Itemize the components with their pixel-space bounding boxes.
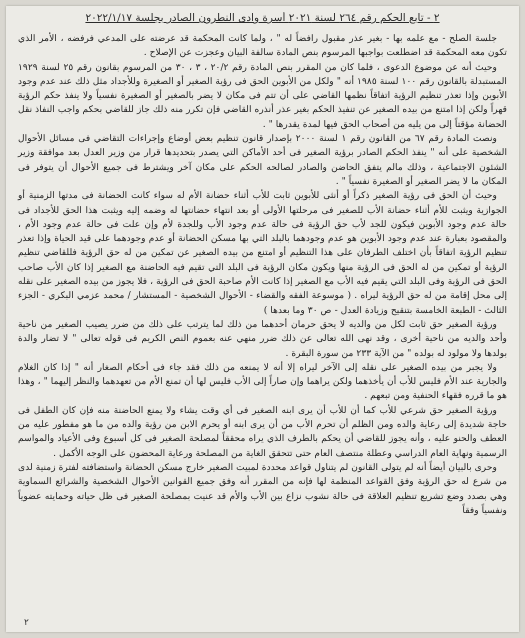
document-page — [6, 6, 519, 632]
paragraph-1: جلسة الصلح - مع علمه بها - بغير عذر مقبول رافضاً له " ، ولما كانت المحكمة قد عرضته على المدعي فرفضه ، الأمر الذي تكون معه المحكمة قد اضطلعت بواجبها المرسوم بنص المادة سالفة البيان وعجزت عن الإصلاح . — [18, 33, 507, 59]
paragraph-4: وحيث أن الحق فى رؤية الصغير ذكراً أو أنثى للأبوين ثابت للأب أثناء حضانة الأم له سواء كانت الحضانة فى مدتها الزمنية أو الجوازية ويثبت للأم أثناء حضانة الأب للصغير فى مرحلتها الأولى أو بعد انتهاء حضانتها له وضمه إليه ويثبت هذا الحق للأجداد فى حالة عدم وجود الأبوين فيكون للجد لأب حق الرؤية فى حالة عدم وجود الأب وللجدة لأم وإن علت فى حالة عدم وجود الأم ، والمقصود بعبارة عند عدم وجود الأبوين هو عدم وجودهما بالبلد التي بها مسكن الحضانة أو عدم وجودهما على قيد الحياة وإذا تعذر تنظيم الرؤية اتفاقاً بأن اختلف الطرفان على هذا التنظيم أو امتنع من بيده الصغير عن تمكين من له حق الرؤية فللقاضي تنظيم الرؤية أو تمكين من له الحق فى الرؤية منها ويكون مكان الرؤية فى البلد التي تقيم فيه الحاضنة مع الصغير إذا كان الأب صاحب الحق فى الرؤية وفى البلد التي يقيم فيه الأب مع الصغير إذا كانت الأم صاحبة الحق فى الرؤية ، فلا يجوز من بيده الصغير على نقله إلى محل إقامة من له حق الرؤية ليراه . ( موسوعة الفقه والقضاء - الأحوال الشخصية - المستشار / محمد عزمي البكري - الجزء الثالث - الطبعة الخامسة بتنقيح وزيادة العدل - ص ٣٠ وما بعدها ) — [18, 190, 507, 316]
page-number: ٢ — [24, 618, 29, 628]
paragraph-5: ورؤية الصغير حق ثابت لكل من والديه لا يحق حرمان أحدهما من ذلك لما يترتب على ذلك من ضرر يصيب الصغير من ناحية وأحد والديه من ناحية أخرى ، وقد نهى الله تعالى عن ذلك ضرر منهي عنه بعموم النص الكريم فى قوله تعالى " لا تضار والدة بولدها ولا مولود له بولده " من الآية ٢٣٣ من سورة البقرة . — [18, 318, 507, 359]
document-header: ٢ - تابع الحكم رقم ٢٦٤ لسنة ٢٠٢١ أسرة وادى النطرون الصادر بجلسة ٢٠٢٢/١/١٧ — [85, 12, 440, 24]
document-body — [18, 32, 507, 628]
paragraph-8: وحرى بالبيان أيضاً أنه لم يتولى القانون لم يتناول قواعد محددة لمبيت الصغير خارج مسكن الحضانة واستضافته لفترة زمنية لدى من شرع له حق الرؤية وفق القواعد المنظمة لها فإنه من المقرر أنه وفق جميع القوانين الأحوال الشخصية والشرائع السماوية وهي بصدد وضع تشريع تنظيم العلاقة فى حالة نشوب نزاع بين الأب والأم قد عنيت بمصلحة الصغير فى ظل حياته وحمايته عضوياً ونفسياً وفقاً — [18, 461, 507, 516]
paragraph-6: ولا يجبر من بيده الصغير على نقله إلى الآخر ليراه إلا أنه لا يمنعه من ذلك فقد جاء فى أحكام الصغار أنه " إذا كان الغلام والجارية عند الأم فليس للأب أن يأخذهما ولكن يراهما وإن صاراً إلى الأب فليس لها أن تمنع الأم من تعهدهما والنظر إليهما " ، وهذا هو ما قرره فقهاء الحنفية ومن تبعهم . — [18, 361, 507, 402]
paragraph-2: وحيث أنه عن موضوع الدعوى ، فلما كان من المقرر بنص المادة رقم ٢٠/٢ ، ٣ ، ٣٠ من المرسوم بقانون رقم ٢٥ لسنة ١٩٢٩ المستبدلة بالقانون رقم ١٠٠ لسنة ١٩٨٥ أنه " ولكل من الأبوين الحق فى رؤية الصغير أو الصغيرة وللأجداد مثل ذلك عند عدم وجود الأبوين وإذا تعذر تنظيم الرؤية اتفاقاً نظمها القاضي على أن تتم فى مكان لا يضر بالصغير أو الصغيرة نفسياً ولا ينفذ حكم الرؤية قهراً ولكن إذا امتنع من بيده الصغير عن تنفيذ الحكم بغير عذر أنذره القاضي فإن تكرر منه ذلك جاز للقاضي بحكم واجب النفاذ نقل الحضانة مؤقتاً إلى من يليه من أصحاب الحق فيها لمدة يقدرها " . — [18, 61, 507, 130]
paragraph-3: ونصت المادة رقم ٦٧ من القانون رقم ١ لسنة ٢٠٠٠ بإصدار قانون تنظيم بعض أوضاع وإجراءات التقاضي فى مسائل الأحوال الشخصية على أنه " ينفذ الحكم الصادر برؤية الصغير فى أحد الأماكن التي يصدر بتحديدها قرار من وزير العدل بعد موافقة وزير الشئون الاجتماعية ، وذلك مالم يتفق الحاضن والصادر لصالحه الحكم على مكان آخر ويشترط فى جميع الأحوال أن يتوفر فى المكان ما لا يضر الصغير أو الصغيرة نفسياً " . — [18, 133, 507, 187]
paragraph-7: ورؤية الصغير حق شرعي للأب كما أن للأب أن يرى ابنه الصغير فى أي وقت يشاء ولا يمنع الحاضنة منه فإن كان الطفل فى حاجة شديدة إلى رعاية والده ومن الظلم أن تحرم الأب من أن يرى ابنه أو يحرم الابن من رؤية والده من ما هو مفطور عليه من العطف والحنو عليه ، وأنه يجوز للقاضي أن يحكم بالطرف الذي يراه محققاً لمصلحة الصغير فى كل أسبوع وفى الأعياد والمواسم الرسمية ونهاية العام الدراسي وعطلة منتصف العام حتى تتحقق الغاية من المصلحة ورعاية المحضون على الوجه الأكمل . — [18, 404, 507, 459]
